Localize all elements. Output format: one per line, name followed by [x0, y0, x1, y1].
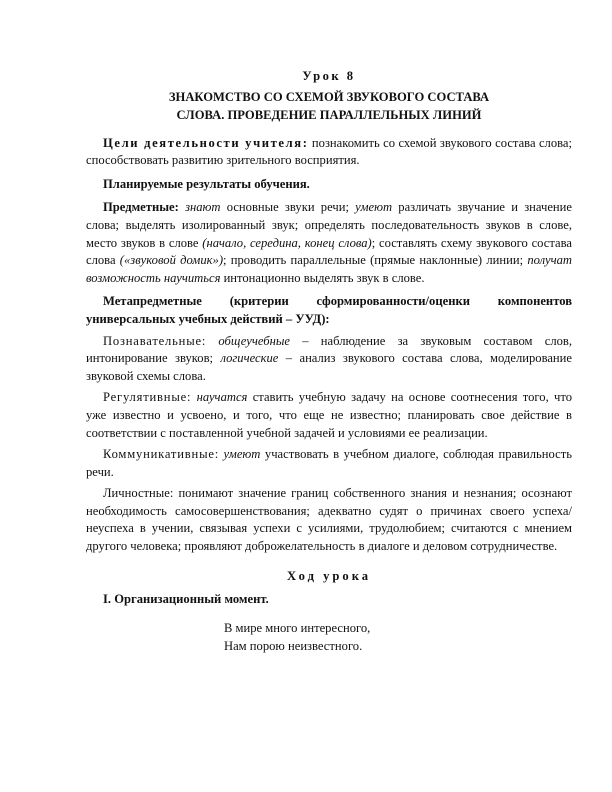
- meta-heading: Метапредметные (критерии сформированности/оценки компонентов универсальных учебных действий – УУД):: [86, 294, 572, 326]
- subject-label: Предметные:: [103, 200, 179, 215]
- regulatory-text-2: ставить учебную задачу на основе соотнесения того, что уже известно и усвоено, и того, что еще не известно; планировать свое действие в соответствии с поставленной учебной задачей и условиями ее реализации.: [86, 390, 572, 440]
- goals-text: познакомить со схемой звукового состава слова; способствовать развитию зрительного восприятия.: [86, 135, 572, 168]
- poem: [224, 619, 572, 655]
- lesson-number: Урок 8: [302, 69, 356, 83]
- communicative-italic-1: умеют: [223, 447, 261, 462]
- title-block: [86, 68, 572, 124]
- section-1-heading: I. Организационный момент.: [103, 592, 269, 607]
- cognitive-italic-2: логические: [220, 351, 279, 366]
- results-heading: Планируемые результаты обучения.: [103, 176, 310, 191]
- goals-paragraph: [86, 135, 572, 170]
- subject-text-2: основные звуки речи;: [220, 200, 356, 215]
- subject-paragraph: [86, 199, 572, 287]
- cognitive-text-2: – наблюдение за звуковым составом слов, интонирование звуков;: [86, 333, 572, 366]
- subject-text-4: ; составлять схему звукового состава слова: [86, 235, 572, 268]
- cognitive-italic-1: общеучебные: [218, 333, 291, 348]
- cognitive-paragraph: [86, 333, 572, 386]
- personal-label: Личностные:: [103, 486, 174, 501]
- cognitive-label: Познавательные:: [103, 333, 207, 348]
- document-page: [86, 68, 572, 655]
- regulatory-italic-1: научатся: [196, 390, 248, 405]
- regulatory-paragraph: [86, 389, 572, 442]
- personal-text: понимают значение границ собственного знания и незнания; осознают необходимость самосовершенствования; адекватно судят о причинах своего успеха/неуспеха в учении, связывая успехи с усилиями, трудолюбием; считаются с мнением другого человека; проявляют доброжелательность в диалоге и деловом сотрудничестве.: [86, 486, 572, 554]
- communicative-label: Коммуникативные:: [103, 447, 220, 462]
- subject-italic-2: умеют: [355, 200, 393, 215]
- poem-line-2: Нам порою неизвестного.: [224, 638, 363, 653]
- communicative-paragraph: [86, 446, 572, 481]
- personal-paragraph: [86, 485, 572, 555]
- cognitive-text-3: – анализ звукового состава слова, моделирование звуковой схемы слова.: [86, 351, 573, 383]
- goals-label: Цели деятельности учителя:: [103, 135, 309, 150]
- subject-text-3: различать звучание и значение слова; выделять изолированный звук; определять последовательность звуков в слове, место звуков в слове: [86, 200, 573, 250]
- lesson-title-line-1: ЗНАКОМСТВО СО СХЕМОЙ ЗВУКОВОГО СОСТАВА: [168, 89, 490, 104]
- subject-text-6: интонационно выделять звук в слове.: [220, 270, 425, 285]
- subject-italic-3: (начало, середина, конец слова): [202, 235, 372, 250]
- subject-text-5: ; проводить параллельные (прямые наклонные) линии;: [223, 253, 528, 268]
- subject-italic-4: («звуковой домик»): [119, 253, 224, 268]
- poem-line-1: В мире много интересного,: [224, 620, 371, 635]
- course-heading: Ход урока: [286, 568, 372, 583]
- communicative-text-2: участвовать в учебном диалоге, соблюдая правильность речи.: [86, 447, 572, 479]
- subject-italic-1: знают: [185, 200, 221, 215]
- cognitive-text-1: [206, 334, 218, 348]
- subject-italic-5: получат возможность научиться: [86, 253, 572, 285]
- regulatory-label: Регулятивные:: [103, 390, 192, 405]
- lesson-title-line-2: СЛОВА. ПРОВЕДЕНИЕ ПАРАЛЛЕЛЬНЫХ ЛИНИЙ: [176, 107, 482, 122]
